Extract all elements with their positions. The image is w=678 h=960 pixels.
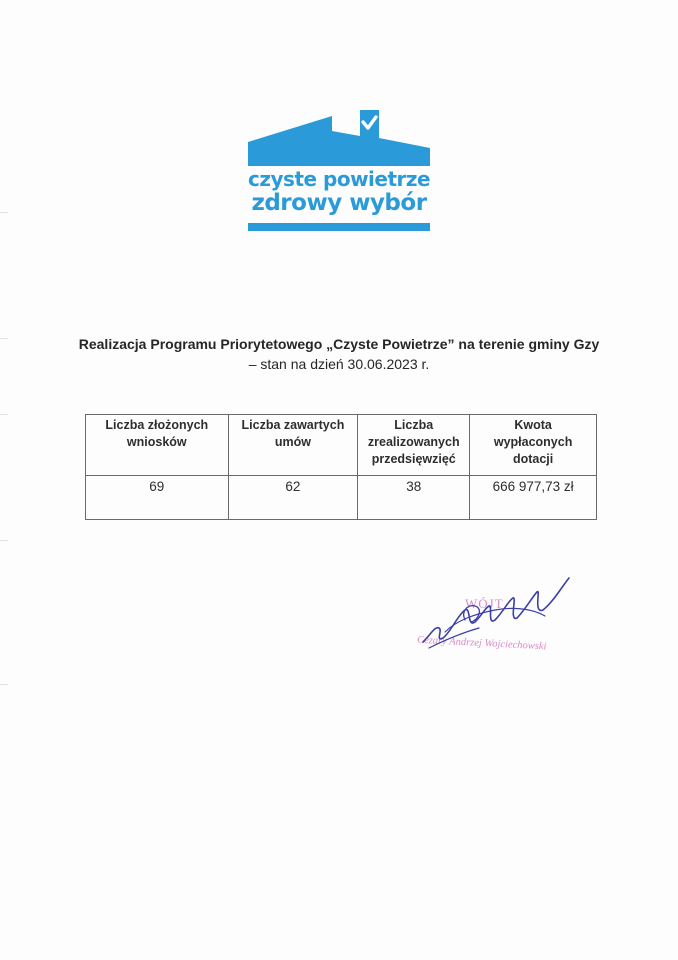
header-text: przedsięwzięć xyxy=(371,452,456,466)
document-title: Realizacja Programu Priorytetowego „Czyste Powietrze” na terenie gminy Gzy xyxy=(78,336,600,352)
scan-mark xyxy=(0,212,8,213)
scan-mark xyxy=(0,684,8,685)
cell-applications-submitted: 69 xyxy=(86,476,229,520)
header-text: Liczba złożonych xyxy=(105,418,209,432)
header-text: wniosków xyxy=(126,435,187,449)
header-applications-submitted xyxy=(86,415,229,476)
signature-block xyxy=(405,570,575,665)
header-text: Liczba xyxy=(394,418,434,432)
logo-underline-bar xyxy=(248,223,430,231)
scan-mark xyxy=(0,540,8,541)
document-date-line: – stan na dzień 30.06.2023 r. xyxy=(248,356,430,372)
document-heading xyxy=(60,334,618,374)
header-projects-completed xyxy=(358,415,470,476)
czyste-powietrze-logo xyxy=(248,110,430,232)
cell-contracts-concluded: 62 xyxy=(228,476,358,520)
cell-subsidies-paid: 666 977,73 zł xyxy=(470,476,597,520)
header-text: Liczba zawartych xyxy=(241,418,345,432)
stamp-title: WÓJT xyxy=(465,596,504,611)
header-subsidies-paid xyxy=(470,415,597,476)
stamp-name: Cezary Andrzej Wojciechowski xyxy=(416,634,547,653)
logo-text-line-1: czyste powietrze xyxy=(248,167,431,191)
cell-projects-completed: 38 xyxy=(358,476,470,520)
header-text: zrealizowanych xyxy=(367,435,460,449)
header-text: wypłaconych xyxy=(493,435,573,449)
program-statistics-table xyxy=(85,414,597,520)
header-text: umów xyxy=(274,435,311,449)
header-text: Kwota xyxy=(514,418,552,432)
logo-text-line-2: zdrowy wybór xyxy=(251,190,427,216)
scan-mark xyxy=(0,414,8,415)
header-contracts-concluded xyxy=(228,415,358,476)
table-row xyxy=(86,476,597,520)
header-text: dotacji xyxy=(512,452,554,466)
scan-mark xyxy=(0,338,8,339)
table-header-row xyxy=(86,415,597,476)
handwritten-signature-icon xyxy=(405,570,575,665)
house-roof-checkmark-icon xyxy=(248,110,430,166)
